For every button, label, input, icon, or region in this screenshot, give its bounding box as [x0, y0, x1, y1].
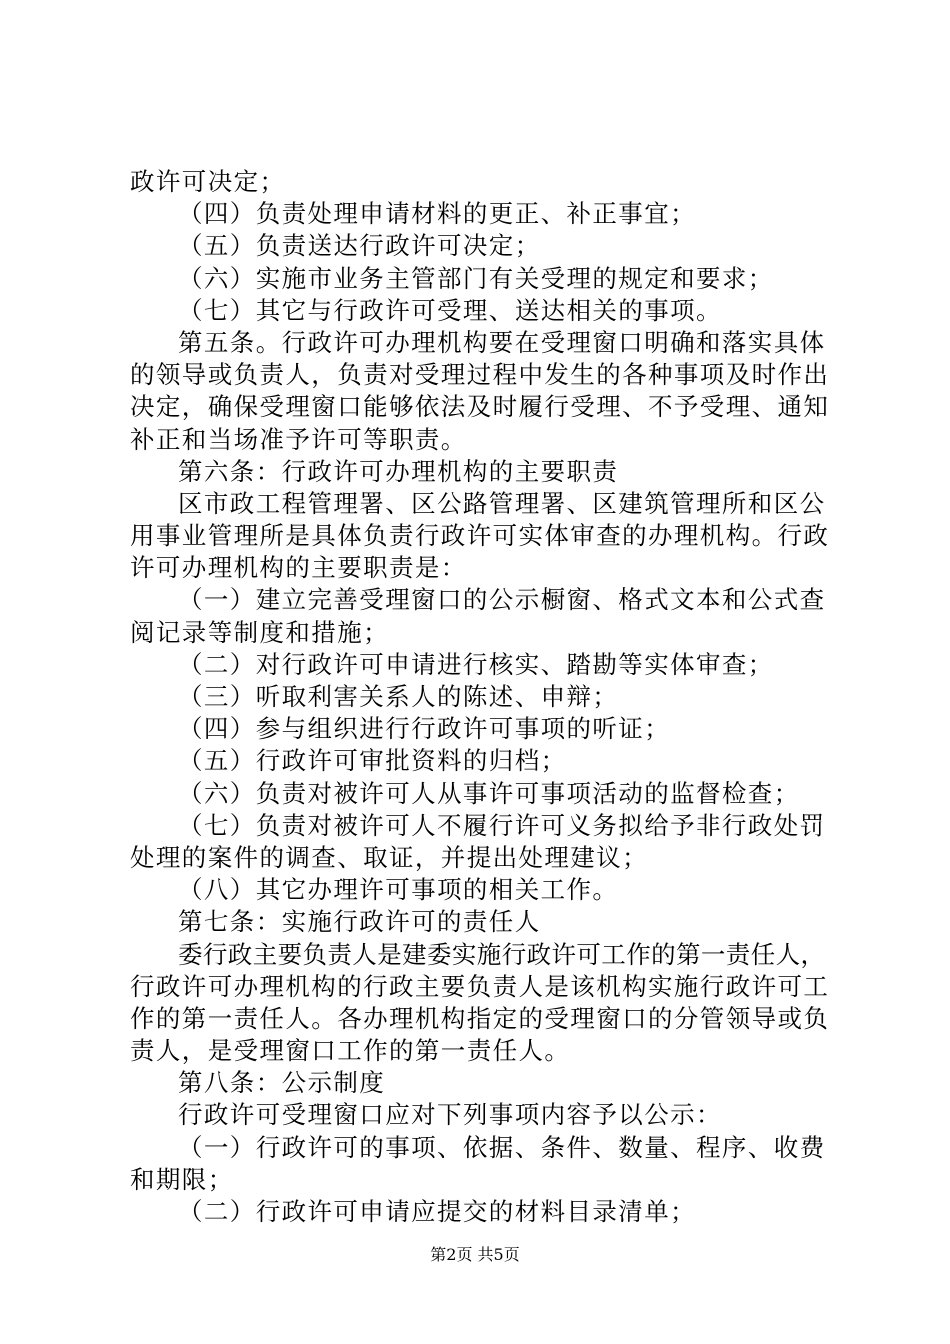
- text-line: （二）行政许可申请应提交的材料目录清单；: [178, 1197, 696, 1226]
- text-line: （四）参与组织进行行政许可事项的听证；: [178, 714, 671, 744]
- text-line: （一）行政许可的事项、依据、条件、数量、程序、收费: [178, 1132, 826, 1162]
- text-line: 阅记录等制度和措施；: [130, 617, 389, 647]
- text-line: （五）负责送达行政许可决定；: [178, 231, 541, 261]
- text-line: 用事业管理所是具体负责行政许可实体审查的办理机构。行政: [130, 521, 830, 551]
- text-line: 的领导或负责人，负责对受理过程中发生的各种事项及时作出: [130, 360, 830, 390]
- document-body: [130, 166, 830, 1228]
- text-line: （七）负责对被许可人不履行许可义务拟给予非行政处罚: [178, 810, 826, 840]
- text-line: 政许可决定；: [130, 167, 286, 196]
- text-line: 决定，确保受理窗口能够依法及时履行受理、不予受理、通知: [130, 392, 830, 422]
- text-line: （三）听取利害关系人的陈述、申辩；: [178, 682, 619, 711]
- text-line: 补正和当场准予许可等职责。: [130, 424, 467, 454]
- text-line: 行政许可办理机构的行政主要负责人是该机构实施行政许可工: [130, 971, 830, 1001]
- text-line: （四）负责处理申请材料的更正、补正事宜；: [178, 199, 696, 229]
- text-line: （八）其它办理许可事项的相关工作。: [178, 875, 619, 905]
- text-line: 第七条：实施行政许可的责任人: [178, 907, 541, 937]
- text-line: 委行政主要负责人是建委实施行政许可工作的第一责任人，: [178, 939, 826, 969]
- text-line: 第六条：行政许可办理机构的主要职责: [178, 456, 619, 486]
- text-line: 处理的案件的调查、取证，并提出处理建议；: [130, 842, 648, 872]
- text-line: （一）建立完善受理窗口的公示橱窗、格式文本和公式查: [178, 585, 826, 615]
- text-line: （六）实施市业务主管部门有关受理的规定和要求；: [178, 263, 774, 293]
- text-line: 责人，是受理窗口工作的第一责任人。: [130, 1036, 571, 1066]
- page-footer: 第2页 共5页: [430, 1245, 520, 1264]
- text-line: 作的第一责任人。各办理机构指定的受理窗口的分管领导或负: [130, 1003, 830, 1033]
- text-line: （七）其它与行政许可受理、送达相关的事项。: [178, 295, 722, 325]
- text-line: 许可办理机构的主要职责是：: [130, 553, 467, 583]
- text-line: 和期限；: [130, 1164, 234, 1194]
- text-line: （五）行政许可审批资料的归档；: [178, 746, 567, 776]
- text-line: 行政许可受理窗口应对下列事项内容予以公示：: [178, 1100, 722, 1130]
- text-line: 第八条：公示制度: [178, 1068, 386, 1098]
- text-line: 第五条。行政许可办理机构要在受理窗口明确和落实具体: [178, 327, 826, 357]
- text-line: （六）负责对被许可人从事许可事项活动的监督检查；: [178, 778, 800, 808]
- text-line: 区市政工程管理署、区公路管理署、区建筑管理所和区公: [178, 488, 826, 518]
- text-line: （二）对行政许可申请进行核实、踏勘等实体审查；: [178, 649, 774, 679]
